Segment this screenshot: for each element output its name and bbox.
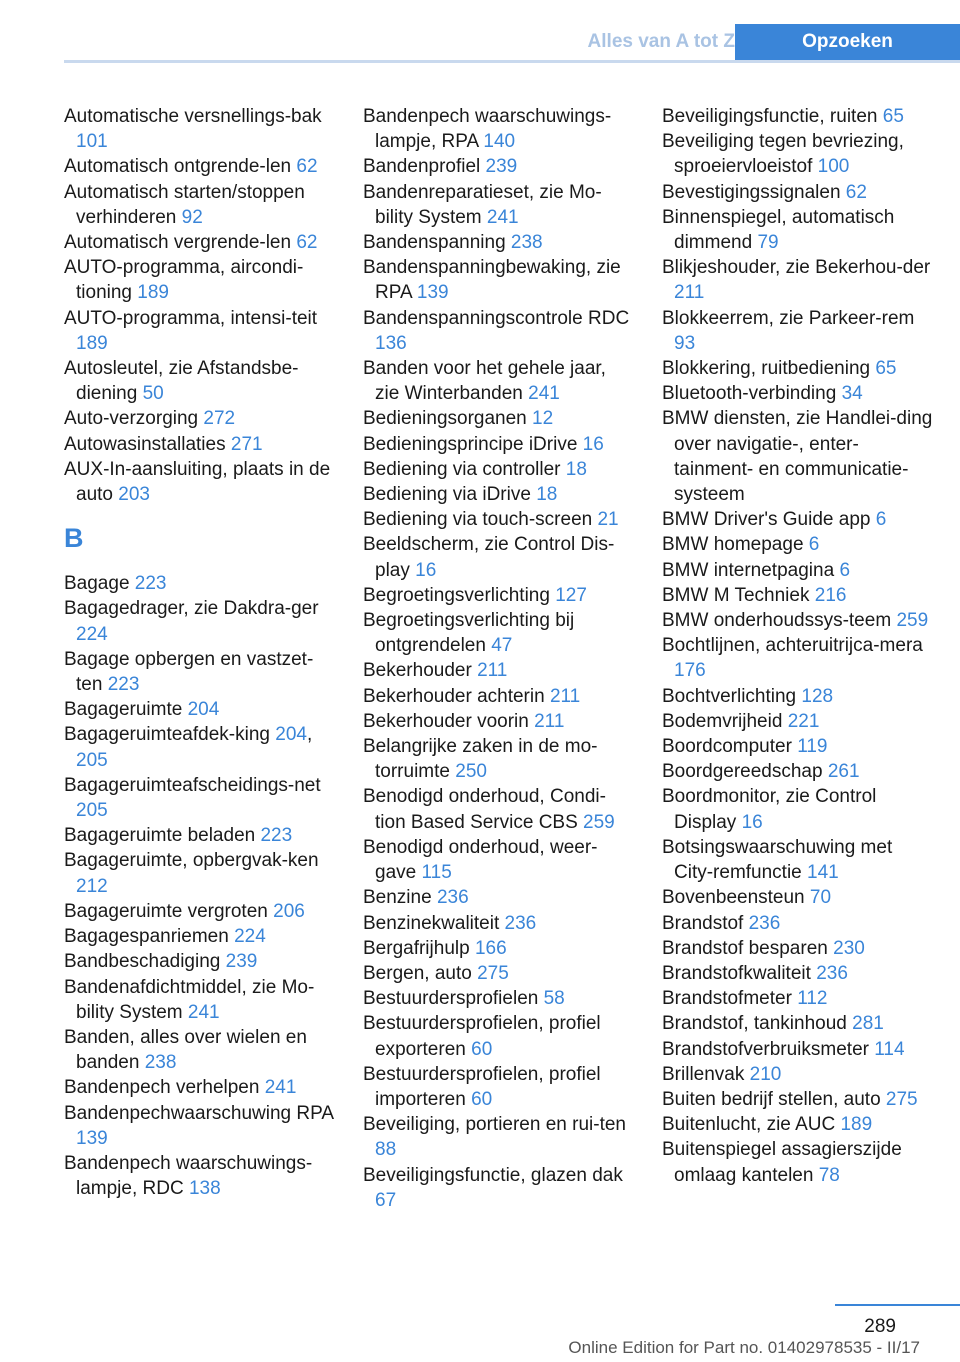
page-reference-link[interactable]: 216 <box>814 584 847 606</box>
index-entry <box>363 1112 635 1162</box>
index-entry <box>64 1151 336 1201</box>
index-entry <box>662 684 934 709</box>
index-entry <box>64 356 336 406</box>
index-entry <box>64 697 336 722</box>
index-entry <box>662 129 934 179</box>
index-term: Bagageruimte, opbergvak-ken <box>64 850 319 872</box>
index-term: Autosleutel, zie Afstandsbe-diening <box>64 358 299 405</box>
page-reference-link[interactable]: 241 <box>486 206 519 228</box>
index-term: Begroetingsverlichting <box>363 584 550 606</box>
page-reference-link[interactable]: 211 <box>674 282 705 304</box>
index-term: BMW internetpagina <box>662 559 835 581</box>
index-entry <box>662 608 934 633</box>
page-reference-link[interactable]: 70 <box>809 887 832 909</box>
index-term: BMW homepage <box>662 534 804 556</box>
edition-note: Online Edition for Part no. 01402978535 - II/17 <box>568 1338 920 1357</box>
index-term: Banden, alles over wielen en banden <box>64 1026 307 1074</box>
index-term: Bodemvrijheid <box>662 710 783 732</box>
index-entry <box>363 734 635 784</box>
index-column-2 <box>363 104 635 1213</box>
page-reference-link[interactable]: 239 <box>485 156 518 178</box>
index-entry <box>64 180 336 230</box>
index-term: Bandenreparatieset, zie Mo-bility System <box>363 181 602 228</box>
index-term: Bagage opbergen en vastzet-ten <box>64 648 314 696</box>
page-reference-link[interactable]: 62 <box>296 156 318 178</box>
page-reference-link[interactable]: 6 <box>839 559 851 581</box>
index-entry <box>363 658 635 683</box>
page-reference-link[interactable]: 211 <box>549 685 581 707</box>
index-entry <box>662 532 934 557</box>
index-term: Bestuurdersprofielen, profiel exporteren <box>363 1013 601 1060</box>
page-reference-link[interactable]: 210 <box>749 1063 782 1085</box>
page-reference-link[interactable]: 141 <box>807 862 839 884</box>
index-term: Bochtlijnen, achteruitrijca-mera <box>662 635 923 657</box>
page-reference-link[interactable]: 189 <box>76 332 108 354</box>
index-term: Beveiliging tegen bevriezing, sproeiervloeistof <box>662 131 904 178</box>
index-term: Automatische versnellings-bak <box>64 106 322 127</box>
index-entry <box>363 104 635 154</box>
index-term: Bagageruimteafdek-king <box>64 724 270 746</box>
index-entry <box>363 583 635 608</box>
index-term: Bagageruimte beladen <box>64 825 256 847</box>
page-reference-link[interactable]: 236 <box>504 912 537 934</box>
index-entry <box>363 180 635 230</box>
page-reference-link[interactable]: 78 <box>818 1164 840 1186</box>
index-term: AUX-In-aansluiting, plaats in de auto <box>64 458 331 506</box>
page-reference-link[interactable]: 16 <box>741 811 763 833</box>
index-entry <box>662 709 934 734</box>
index-term: BMW onderhoudssys-teem <box>662 610 892 632</box>
index-term: Benodigd onderhoud, weer-gave <box>363 836 598 884</box>
index-term: Bandbeschadiging <box>64 951 221 973</box>
index-term: Brandstofverbruiksmeter <box>662 1038 869 1060</box>
index-term: Brandstof <box>662 912 744 934</box>
index-entry <box>363 457 635 482</box>
index-entry <box>64 848 336 898</box>
page-reference-link[interactable]: 101 <box>76 131 108 153</box>
index-term: BMW M Techniek <box>662 584 810 606</box>
index-entry <box>662 356 934 381</box>
index-term: Bevestigingssignalen <box>662 181 841 203</box>
index-term: Blokkeerrem, zie Parkeer-rem <box>662 307 915 329</box>
section-title: Alles van A tot Z <box>587 31 735 52</box>
index-term: BMW diensten, zie Handlei-ding over navigatie-, enter-tainment- en communicatie-systeem <box>662 408 933 506</box>
index-entry <box>363 961 635 986</box>
page-reference-link[interactable]: 236 <box>816 962 848 984</box>
index-entry <box>662 835 934 885</box>
index-term: Bandenspanningscontrole RDC <box>363 307 630 329</box>
index-term: Beveiliging, portieren en rui-ten <box>363 1114 626 1136</box>
index-term: Buitenspiegel assagierszijde omlaag kantelen <box>662 1139 902 1186</box>
page-reference-link[interactable]: 221 <box>787 710 820 732</box>
index-entry <box>64 571 336 596</box>
page-reference-link[interactable]: 112 <box>797 988 828 1010</box>
page-reference-link[interactable]: 119 <box>797 736 828 758</box>
index-term: Autowasinstallaties <box>64 433 226 455</box>
page-reference-link[interactable]: 206 <box>273 900 305 922</box>
footer-rule <box>835 1304 960 1306</box>
index-term: Brandstofmeter <box>662 988 792 1010</box>
index-entry <box>64 154 336 179</box>
page-reference-link[interactable]: 238 <box>510 232 543 254</box>
page-reference-link[interactable]: 223 <box>260 825 293 847</box>
index-entry <box>662 104 934 129</box>
page-reference-link[interactable]: 62 <box>845 181 867 203</box>
index-term: Bandenafdichtmiddel, zie Mo-bility System <box>64 976 315 1023</box>
index-term: Bagagedrager, zie Dakdra-ger <box>64 598 319 620</box>
index-term: Buitenlucht, zie AUC <box>662 1114 836 1136</box>
index-entry <box>64 1075 336 1100</box>
page-reference-link[interactable]: 241 <box>264 1077 297 1099</box>
page-reference-link[interactable]: 138 <box>188 1178 221 1200</box>
index-entry <box>64 406 336 431</box>
page-reference-link[interactable]: 50 <box>142 383 164 405</box>
page-header <box>0 0 960 62</box>
index-entry <box>363 911 635 936</box>
page-reference-link[interactable]: 223 <box>134 573 167 595</box>
page-reference-link[interactable]: 114 <box>874 1038 905 1060</box>
index-entry <box>363 1163 635 1213</box>
index-term: Binnenspiegel, automatisch dimmend <box>662 206 895 254</box>
index-term: Bekerhouder <box>363 660 472 682</box>
index-entry <box>662 583 934 608</box>
index-term: Boordmonitor, zie Control Display <box>662 786 877 833</box>
index-term: Banden voor het gehele jaar, zie Winterbanden <box>363 358 606 405</box>
page-reference-link[interactable]: 236 <box>748 912 781 934</box>
page-reference-link[interactable]: 65 <box>875 358 897 380</box>
index-term: Bandenpech verhelpen <box>64 1077 260 1099</box>
page-reference-link[interactable]: 241 <box>187 1001 220 1023</box>
index-term: Bekerhouder achterin <box>363 685 545 707</box>
index-term: Bediening via controller <box>363 458 561 480</box>
index-entry: Bagageruimteafdek-king 204, 205 <box>64 724 313 771</box>
index-entry <box>363 507 635 532</box>
page-reference-link[interactable]: 12 <box>532 408 554 430</box>
index-entry <box>662 734 934 759</box>
index-term: Beeldscherm, zie Control Dis-play <box>363 534 615 581</box>
index-column-1 <box>64 104 336 1201</box>
index-entry <box>662 1011 934 1036</box>
page-reference-link[interactable]: 65 <box>882 106 904 127</box>
page-reference-link[interactable]: 223 <box>107 674 140 696</box>
index-term: Bandenspanning <box>363 232 506 254</box>
index-entry <box>363 154 635 179</box>
index-entry <box>64 975 336 1025</box>
index-term: Bedieningsorganen <box>363 408 527 430</box>
index-term: Automatisch starten/stoppen verhinderen <box>64 181 305 228</box>
index-term: Boordcomputer <box>662 736 792 758</box>
page-reference-link[interactable]: 261 <box>827 761 860 783</box>
index-entry <box>64 899 336 924</box>
page-reference-link[interactable]: 224 <box>76 623 108 645</box>
index-entry <box>662 633 934 683</box>
index-entry <box>662 936 934 961</box>
page-reference-link[interactable]: 275 <box>885 1088 918 1110</box>
index-entry <box>363 784 635 834</box>
page-reference-link[interactable]: 127 <box>555 584 587 606</box>
page-reference-link[interactable]: 224 <box>234 926 266 948</box>
page-reference-link[interactable]: 239 <box>225 951 258 973</box>
index-entry <box>363 532 635 582</box>
page-reference-link[interactable]: 93 <box>674 332 696 354</box>
index-entry <box>662 1037 934 1062</box>
index-term: Bedieningsprincipe iDrive <box>363 433 578 455</box>
index-term: Blikjeshouder, zie Bekerhou-der <box>662 257 931 279</box>
index-term: Bediening via touch-screen <box>363 509 593 531</box>
index-term: Bekerhouder voorin <box>363 710 529 732</box>
index-entry <box>662 1087 934 1112</box>
index-entry <box>662 784 934 834</box>
page-reference-link[interactable]: 92 <box>181 206 203 228</box>
index-entry <box>64 255 336 305</box>
index-entry <box>662 306 934 356</box>
index-entry <box>64 596 336 646</box>
index-term: Bestuurdersprofielen, profiel importeren <box>363 1063 601 1110</box>
page-reference-link[interactable]: 136 <box>375 332 407 354</box>
page-reference-link[interactable]: 16 <box>582 433 604 455</box>
page-reference-link[interactable]: 115 <box>421 862 452 884</box>
tab-opzoeken[interactable]: Opzoeken <box>735 24 960 62</box>
page-reference-link[interactable]: 176 <box>674 660 706 682</box>
page-reference-link[interactable]: 140 <box>483 131 516 153</box>
index-entry <box>662 1062 934 1087</box>
index-term: Bagagespanriemen <box>64 926 229 948</box>
index-term: Bluetooth-verbinding <box>662 383 837 405</box>
page-reference-link[interactable]: 60 <box>471 1088 493 1110</box>
index-entry <box>64 230 336 255</box>
index-term: Bandenpech waarschuwings-lampje, RDC <box>64 1152 313 1200</box>
index-entry <box>64 1101 336 1151</box>
index-entry <box>662 961 934 986</box>
index-entry <box>64 432 336 457</box>
index-term: Bagageruimte vergroten <box>64 900 268 922</box>
index-entry <box>363 986 635 1011</box>
index-entry <box>363 230 635 255</box>
page-reference-link[interactable]: 238 <box>144 1052 177 1074</box>
index-entry <box>64 1025 336 1075</box>
page-number: 289 <box>864 1316 896 1337</box>
index-term: Brandstof, tankinhoud <box>662 1013 847 1035</box>
page-reference-link[interactable]: 100 <box>817 156 850 178</box>
index-term: BMW Driver's Guide app <box>662 509 871 531</box>
index-entry <box>363 482 635 507</box>
page-reference-link[interactable]: 259 <box>896 610 929 632</box>
page-reference-link[interactable]: 189 <box>840 1114 873 1136</box>
index-term: Buiten bedrijf stellen, auto <box>662 1088 881 1110</box>
index-entry <box>64 647 336 697</box>
index-entry <box>363 835 635 885</box>
index-term: Bandenpech waarschuwings-lampje, RPA <box>363 106 612 153</box>
index-entry <box>64 773 336 823</box>
index-entry <box>64 924 336 949</box>
index-term: Bovenbeensteun <box>662 887 805 909</box>
index-entry <box>662 205 934 255</box>
index-entry <box>662 885 934 910</box>
index-entry <box>363 406 635 431</box>
index-term: Bergen, auto <box>363 962 472 984</box>
page-reference-link[interactable]: 67 <box>375 1189 397 1211</box>
index-entry <box>64 104 336 154</box>
index-term: Brandstof besparen <box>662 937 828 959</box>
page-reference-link[interactable]: 275 <box>477 962 509 984</box>
page-reference-link[interactable]: 271 <box>230 433 263 455</box>
page-reference-link[interactable]: 34 <box>841 383 863 405</box>
page-reference-link[interactable]: 18 <box>536 484 558 506</box>
index-entry <box>363 306 635 356</box>
index-term: Blokkering, ruitbediening <box>662 358 871 380</box>
index-entry <box>662 911 934 936</box>
page-reference-link[interactable]: 189 <box>137 282 169 304</box>
index-entry <box>363 885 635 910</box>
index-entry <box>662 381 934 406</box>
page-reference-link[interactable]: 241 <box>528 383 560 405</box>
page-reference-link[interactable]: 60 <box>471 1038 493 1060</box>
index-entry <box>662 986 934 1011</box>
index-term: Brillenvak <box>662 1063 745 1085</box>
index-entry <box>662 507 934 532</box>
page-reference-link[interactable]: 21 <box>597 509 619 531</box>
page-reference-link[interactable]: 88 <box>375 1139 397 1161</box>
index-column-3 <box>662 104 934 1188</box>
index-term: Automatisch ontgrende-len <box>64 156 292 178</box>
index-entry <box>662 1137 934 1187</box>
page-reference-link[interactable]: 128 <box>801 685 834 707</box>
index-term: Bandenpechwaarschuwing RPA <box>64 1102 333 1124</box>
page-reference-link[interactable]: 204 <box>275 724 307 746</box>
index-entry <box>363 709 635 734</box>
page-reference-link[interactable]: 139 <box>76 1127 108 1149</box>
index-entry <box>363 1011 635 1061</box>
index-term: Bediening via iDrive <box>363 484 531 506</box>
index-term: Automatisch vergrende-len <box>64 232 292 254</box>
index-letter-heading: B <box>64 523 84 554</box>
index-entry <box>363 608 635 658</box>
index-entry <box>662 180 934 205</box>
page-reference-link[interactable]: 62 <box>296 232 318 254</box>
page-reference-link[interactable]: 58 <box>543 988 565 1010</box>
index-term: Benzine <box>363 887 432 909</box>
index-entry <box>64 457 336 507</box>
index-entry <box>363 356 635 406</box>
page-reference-link[interactable]: 236 <box>436 887 469 909</box>
page-reference-link[interactable]: 139 <box>416 282 449 304</box>
page-reference-link[interactable]: 281 <box>852 1013 884 1035</box>
index-term: Beveiligingsfunctie, ruiten <box>662 106 878 127</box>
page-reference-link[interactable]: 272 <box>203 408 236 430</box>
index-term: Bagageruimteafscheidings-net <box>64 774 321 796</box>
index-term: Begroetingsverlichting bij ontgrendelen <box>363 610 575 657</box>
page-reference-link[interactable]: 203 <box>118 484 150 506</box>
index-term: AUTO-programma, intensi-teit <box>64 307 318 329</box>
index-entry <box>64 306 336 356</box>
index-term: AUTO-programma, aircondi-tioning <box>64 257 304 304</box>
index-entry <box>662 759 934 784</box>
page-reference-link[interactable]: 211 <box>477 660 508 682</box>
index-entry <box>662 255 934 305</box>
index-term: Bagageruimte <box>64 699 183 721</box>
page-reference-link[interactable]: 259 <box>583 811 615 833</box>
index-entry <box>64 823 336 848</box>
index-term: Benodigd onderhoud, Condi-tion Based Service CBS <box>363 786 606 833</box>
page-reference-link[interactable]: 6 <box>875 509 887 531</box>
page-reference-link[interactable]: 205 <box>76 749 108 771</box>
page-reference-link[interactable]: 250 <box>455 761 487 783</box>
index-entry <box>363 684 635 709</box>
index-term: Brandstofkwaliteit <box>662 962 811 984</box>
header-rule <box>64 60 960 63</box>
index-term: Bandenprofiel <box>363 156 481 178</box>
index-entry <box>363 936 635 961</box>
index-term: Botsingswaarschuwing met City-remfunctie <box>662 836 893 884</box>
page-reference-link[interactable]: 6 <box>808 534 820 556</box>
index-term: Beveiligingsfunctie, glazen dak <box>363 1164 623 1186</box>
page-reference-link[interactable]: 230 <box>833 937 865 959</box>
index-term: Bergafrijhulp <box>363 937 470 959</box>
index-term: Belangrijke zaken in de mo-torruimte <box>363 736 598 783</box>
page-reference-link[interactable]: 18 <box>565 458 587 480</box>
index-entry <box>662 1112 934 1137</box>
index-term: Bochtverlichting <box>662 685 797 707</box>
index-term: Boordgereedschap <box>662 761 823 783</box>
page-reference-link[interactable]: 204 <box>187 699 220 721</box>
page-reference-link[interactable]: 79 <box>757 232 779 254</box>
page-reference-link[interactable]: 47 <box>491 635 513 657</box>
page-reference-link[interactable]: 212 <box>76 875 108 897</box>
page-reference-link[interactable]: 211 <box>534 710 565 732</box>
index-term: Bestuurdersprofielen <box>363 988 539 1010</box>
index-term: Auto-verzorging <box>64 408 199 430</box>
index-entry <box>363 432 635 457</box>
index-entry <box>662 406 934 507</box>
index-entry <box>662 558 934 583</box>
index-term: Bagage <box>64 573 130 595</box>
index-entry <box>363 1062 635 1112</box>
index-term: Benzinekwaliteit <box>363 912 500 934</box>
page-reference-link[interactable]: 205 <box>76 800 108 822</box>
index-entry <box>363 255 635 305</box>
page-reference-link[interactable]: 16 <box>415 559 437 581</box>
index-term: Bandenspanningbewaking, zie RPA <box>363 257 621 304</box>
page-reference-link[interactable]: 166 <box>474 937 507 959</box>
index-entry <box>64 949 336 974</box>
